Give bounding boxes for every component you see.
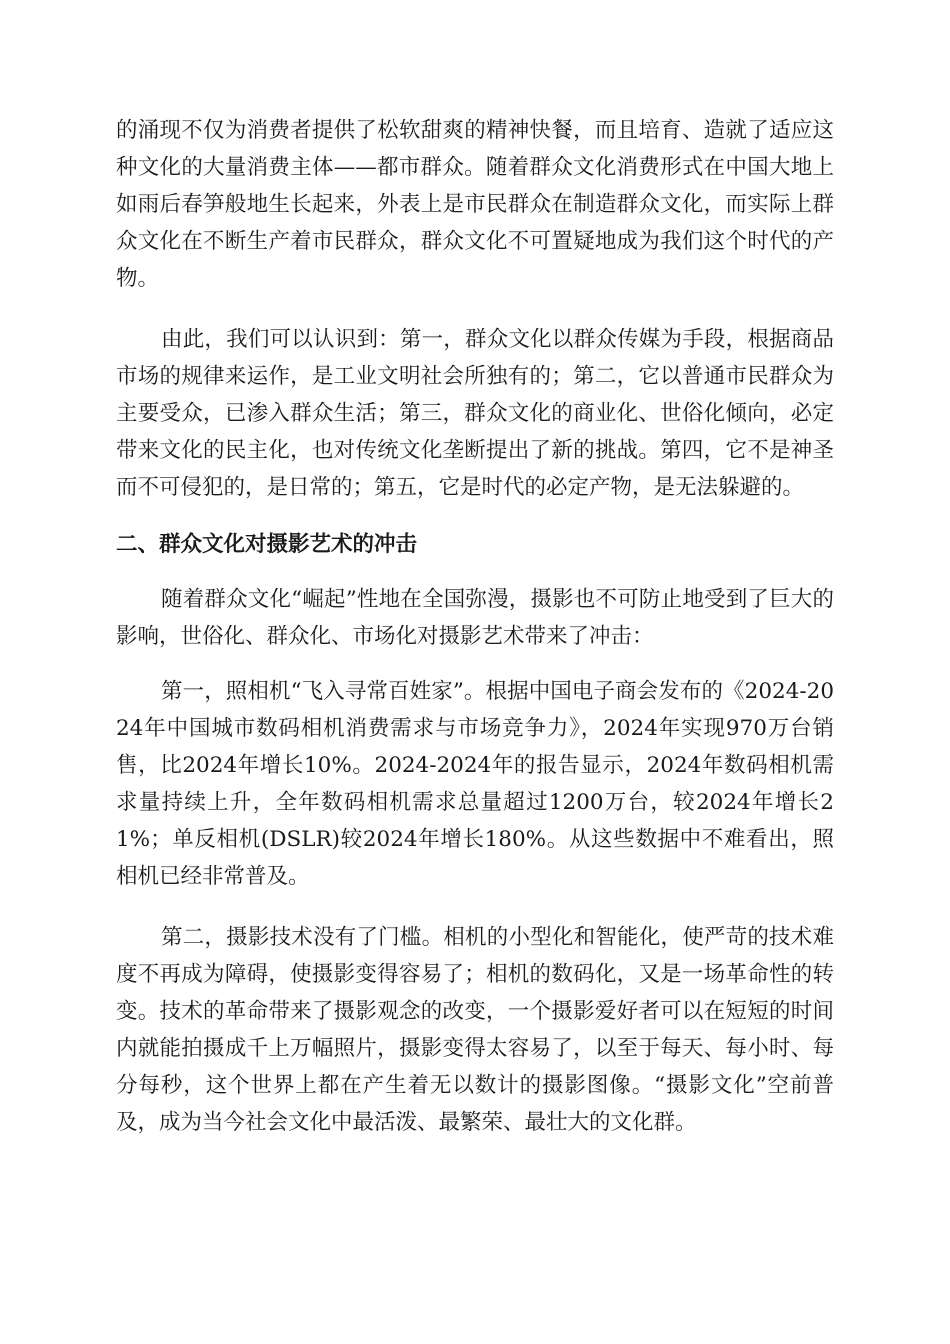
paragraph-point-two: 第二，摄影技术没有了门槛。相机的小型化和智能化，使严苛的技术难度不再成为障碍，使摄影变得容易了；相机的数码化，又是一场革命性的转变。技术的革命带来了摄影观念的改变，一个摄影爱好者可以在短短的时间内就能拍摄成千上万幅照片，摄影变得太容易了，以至于每天、每小时、每分每秒，这个世界上都在产生着无以数计的摄影图像。“摄影文化”空前普及，成为当今社会文化中最活泼、最繁荣、最壮大的文化群。 [116, 925, 834, 1135]
paragraph-impact-intro: 随着群众文化“崛起”性地在全国弥漫，摄影也不可防止地受到了巨大的影响，世俗化、群众化、市场化对摄影艺术带来了冲击： [116, 587, 834, 649]
paragraph-continuation: 的涌现不仅为消费者提供了松软甜爽的精神快餐，而且培育、造就了适应这种文化的大量消费主体——都市群众。随着群众文化消费形式在中国大地上如雨后春笋般地生长起来，外表上是市民群众在制造群众文化，而实际上群众文化在不断生产着市民群众，群众文化不可置疑地成为我们这个时代的产物。 [116, 118, 834, 291]
paragraph-point-one: 第一，照相机“飞入寻常百姓家”。根据中国电子商会发布的《2024-2024年中国城市数码相机消费需求与市场竞争力》，2024年实现970万台销售，比2024年增长10%。2024-2024年的报告显示，2024年数码相机需求量持续上升，全年数码相机需求总量超过1200万台，较2024年增长21%；单反相机(DSLR)较2024年增长180%。从这些数据中不难看出，照相机已经非常普及。 [116, 679, 834, 889]
paragraph-conclusions: 由此，我们可以认识到：第一，群众文化以群众传媒为手段，根据商品市场的规律来运作，是工业文明社会所独有的；第二，它以普通市民群众为主要受众，已渗入群众生活；第三，群众文化的商业化、世俗化倾向，必定带来文化的民主化，也对传统文化垄断提出了新的挑战。第四，它不是神圣而不可侵犯的，是日常的；第五，它是时代的必定产物，是无法躲避的。 [116, 327, 834, 500]
document-page [116, 112, 834, 1141]
section-heading: 二、群众文化对摄影艺术的冲击 [116, 532, 418, 557]
